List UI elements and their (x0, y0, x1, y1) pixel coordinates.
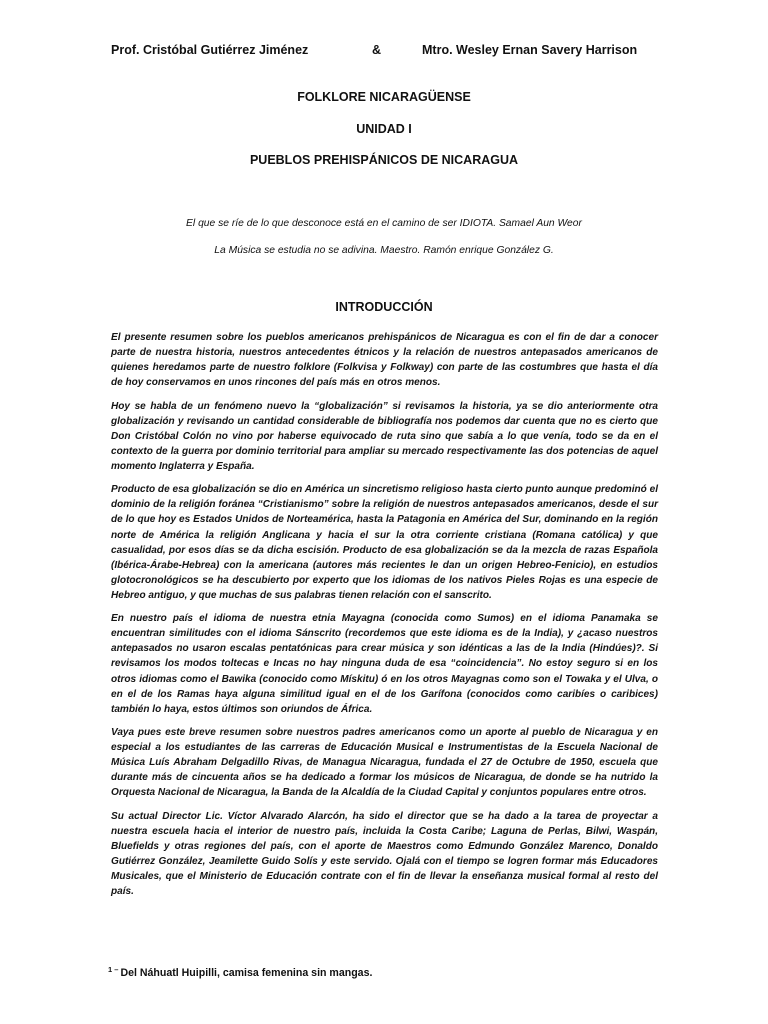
author-2: Mtro. Wesley Ernan Savery Harrison (422, 43, 638, 57)
paragraph: En nuestro país el idioma de nuestra etnia Mayagna (conocida como Sumos) en el idioma Panamaka se encuentran similitudes con el idioma Sánscrito (recordemos que este idioma es de la India), y ¿acaso nuestros antepasados no usaron escalas pentatónicas para crear música y son idénticas a las de la India (Hindúes)?. Si revisamos los modos toltecas e Incas no hay ninguna duda de esa “coincidencia”. No estoy seguro si en los otros idiomas como el Bawika (conocido como Mískitu) ó en los otros Mayagnas como son el Towaka y el Ulva, o en el de los Ramas haya alguna similitud igual en el de los Garífona (conocidos como caribíes o caribices) también lo haya, estos últimos son oriundos de África. (111, 613, 658, 715)
section-title: PUEBLOS PREHISPÁNICOS DE NICARAGUA (249, 153, 519, 167)
unit-title: UNIDAD I (356, 122, 412, 136)
paragraph: El presente resumen sobre los pueblos americanos prehispánicos de Nicaragua es con el fin de dar a conocer parte de nuestra historia, nuestros antecedentes étnicos y la relación de nuestros antepasados americanos de quienes heredamos parte de nuestro folklore (Folkvisa y Folkway) con parte de las costumbres que hasta el día de hoy conservamos en unos rincones del país más en otros menos. (111, 332, 658, 389)
paragraph: Su actual Director Lic. Víctor Alvarado Alarcón, ha sido el director que se ha dado a la tarea de proyectar a nuestra escuela hacia el interior de nuestro país, incluida la Costa Caribe; Laguna de Perlas, Bilwi, Waspán, Bluefields y otras regiones del país, con el aporte de Maestros como Edmundo González Marenco, Donaldo Gutiérrez González, Jeamilette Guido Solís y este servido. Ojalá con el tiempo se logren formar más Educadores Musicales, que el Ministerio de Educación contrate con el fin de llevar la enseñanza musical formal al resto del país. (111, 810, 658, 898)
paragraph: Hoy se habla de un fenómeno nuevo la “globalización” si revisamos la historia, ya se dio anteriormente otra globalización y revisando un cantidad considerable de bibliografía nos podemos dar cuenta que no es cierto que Don Cristóbal Colón no vino por haberse equivocado de ruta sino que sabía a lo que venía, todo se da en el contexto de la guerra por dominio territorial para ampliar su mercado respectivamente las dos potencias de aquel momento Inglaterra y España. (111, 400, 658, 472)
author-ampersand: & (372, 43, 382, 57)
paragraph: Vaya pues este breve resumen sobre nuestros padres americanos como un aporte al pueblo de Nicaragua y en especial a los estudiantes de las carreras de Educación Musical e Instrumentistas de la Escuela Nacional de Música Luís Abraham Delgadillo Rivas, de Managua Nicaragua, fundada el 27 de Octubre de 1950, escuela que durante más de cincuenta años se ha dedicado a formar los músicos de Nicaragua, de donde se ha nutrido la Orquesta Nacional de Nicaragua, la Banda de la Alcaldía de la Ciudad Capital y conjuntos populares entre otros. (111, 727, 658, 799)
introduction-body (111, 330, 658, 907)
epigraph-quote-2: La Música se estudia no se adivina. Maestro. Ramón enrique González G. (214, 245, 554, 256)
footnote (108, 965, 372, 979)
document-title: FOLKLORE NICARAGÜENSE (297, 90, 471, 104)
paragraph: Producto de esa globalización se dio en América un sincretismo religioso hasta cierto punto aunque predominó el dominio de la religión foránea “Cristianismo” sobre la religión de nuestros antepasados americanos, desde el sur de lo que hoy es Estados Unidos de Norteamérica, hasta la Patagonia en América del Sur, dominando en la región norte de América la religión Anglicana y hacia el sur la otra corriente cristiana (Romana católica) y que casualidad, por esos días se da dicha escisión. Producto de esa globalización se da la mezcla de razas Española (Ibérica-Árabe-Hebrea) con la americana (autores más recientes le dan un origen Hebreo-Fenicio), en estudios glotocronológicos se ha descubierto por experto que los idiomas de los nativos Pieles Rojas es una especie de Hebreo antiguo, y que muchas de sus palabras tienen relación con el sanscrito. (111, 484, 658, 601)
author-1: Prof. Cristóbal Gutiérrez Jiménez (111, 43, 309, 57)
footnote-marker: 1 – (108, 965, 119, 974)
footnote-text: Del Náhuatl Huipilli, camisa femenina sin mangas. (120, 967, 373, 979)
epigraph-quote-1: El que se ríe de lo que desconoce está en el camino de ser IDIOTA. Samael Aun Weor (186, 218, 582, 229)
introduction-heading: INTRODUCCIÓN (335, 300, 433, 314)
